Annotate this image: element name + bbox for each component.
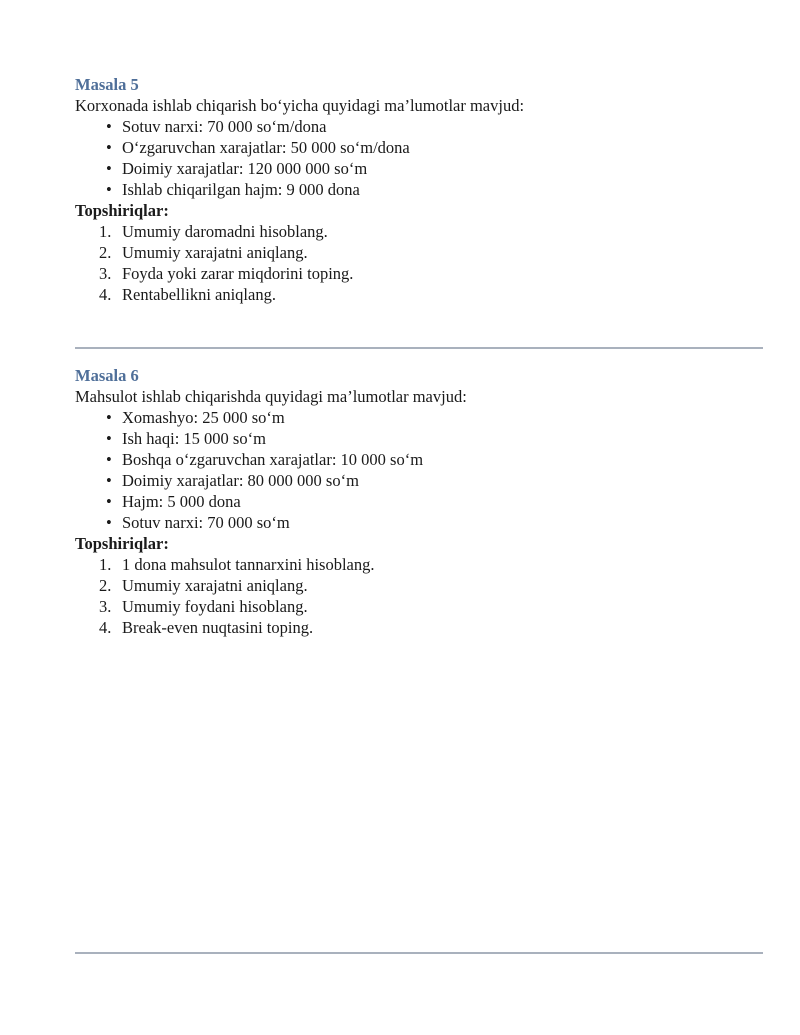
tasks-list	[75, 554, 763, 638]
task-text: Umumiy foydani hisoblang.	[122, 597, 308, 616]
task-number: 3.	[99, 597, 112, 616]
fact-text: Ishlab chiqarilgan hajm: 9 000 dona	[122, 180, 360, 199]
list-item	[106, 158, 763, 179]
task-number: 2.	[99, 243, 112, 262]
bullet-icon: •	[106, 450, 112, 469]
task-number: 2.	[99, 576, 112, 595]
bullet-icon: •	[106, 429, 112, 448]
task-text: Umumiy xarajatni aniqlang.	[122, 243, 308, 262]
list-item	[106, 491, 763, 512]
task-text: Umumiy xarajatni aniqlang.	[122, 576, 308, 595]
fact-text: Doimiy xarajatlar: 120 000 000 so‘m	[122, 159, 368, 178]
facts-list	[75, 116, 763, 200]
problem-title: Masala 6	[75, 366, 139, 385]
list-item	[99, 221, 763, 242]
task-text: Foyda yoki zarar miqdorini toping.	[122, 264, 354, 283]
task-text: Umumiy daromadni hisoblang.	[122, 222, 328, 241]
list-item	[106, 407, 763, 428]
bullet-icon: •	[106, 159, 112, 178]
section-divider	[75, 347, 763, 349]
tasks-list	[75, 221, 763, 305]
fact-text: Xomashyo: 25 000 so‘m	[122, 408, 285, 427]
bullet-icon: •	[106, 471, 112, 490]
list-item	[99, 596, 763, 617]
bullet-icon: •	[106, 513, 112, 532]
problem-title: Masala 5	[75, 75, 139, 94]
list-item	[106, 449, 763, 470]
problem-section-5	[75, 74, 763, 305]
list-item	[106, 137, 763, 158]
fact-text: Doimiy xarajatlar: 80 000 000 so‘m	[122, 471, 359, 490]
list-item	[99, 554, 763, 575]
list-item	[106, 116, 763, 137]
fact-text: Hajm: 5 000 dona	[122, 492, 241, 511]
fact-text: Sotuv narxi: 70 000 so‘m/dona	[122, 117, 327, 136]
problem-section-6	[75, 365, 763, 638]
fact-text: O‘zgaruvchan xarajatlar: 50 000 so‘m/dona	[122, 138, 410, 157]
facts-list	[75, 407, 763, 533]
task-text: 1 dona mahsulot tannarxini hisoblang.	[122, 555, 375, 574]
bullet-icon: •	[106, 492, 112, 511]
list-item	[99, 617, 763, 638]
bullet-icon: •	[106, 408, 112, 427]
task-number: 1.	[99, 555, 112, 574]
list-item	[106, 428, 763, 449]
list-item	[106, 470, 763, 491]
bullet-icon: •	[106, 180, 112, 199]
fact-text: Boshqa o‘zgaruvchan xarajatlar: 10 000 so‘m	[122, 450, 424, 469]
fact-text: Ish haqi: 15 000 so‘m	[122, 429, 266, 448]
page-bottom-divider	[75, 952, 763, 954]
list-item	[106, 512, 763, 533]
fact-text: Sotuv narxi: 70 000 so‘m	[122, 513, 290, 532]
problem-intro: Mahsulot ishlab chiqarishda quyidagi ma’lumotlar mavjud:	[75, 387, 467, 406]
bullet-icon: •	[106, 117, 112, 136]
list-item	[106, 179, 763, 200]
list-item	[99, 284, 763, 305]
task-number: 4.	[99, 618, 112, 637]
tasks-heading: Topshiriqlar:	[75, 201, 169, 220]
task-number: 1.	[99, 222, 112, 241]
task-text: Break-even nuqtasini toping.	[122, 618, 314, 637]
list-item	[99, 242, 763, 263]
task-text: Rentabellikni aniqlang.	[122, 285, 276, 304]
tasks-heading: Topshiriqlar:	[75, 534, 169, 553]
list-item	[99, 575, 763, 596]
bullet-icon: •	[106, 138, 112, 157]
problem-intro: Korxonada ishlab chiqarish bo‘yicha quyidagi ma’lumotlar mavjud:	[75, 96, 525, 115]
list-item	[99, 263, 763, 284]
task-number: 4.	[99, 285, 112, 304]
task-number: 3.	[99, 264, 112, 283]
